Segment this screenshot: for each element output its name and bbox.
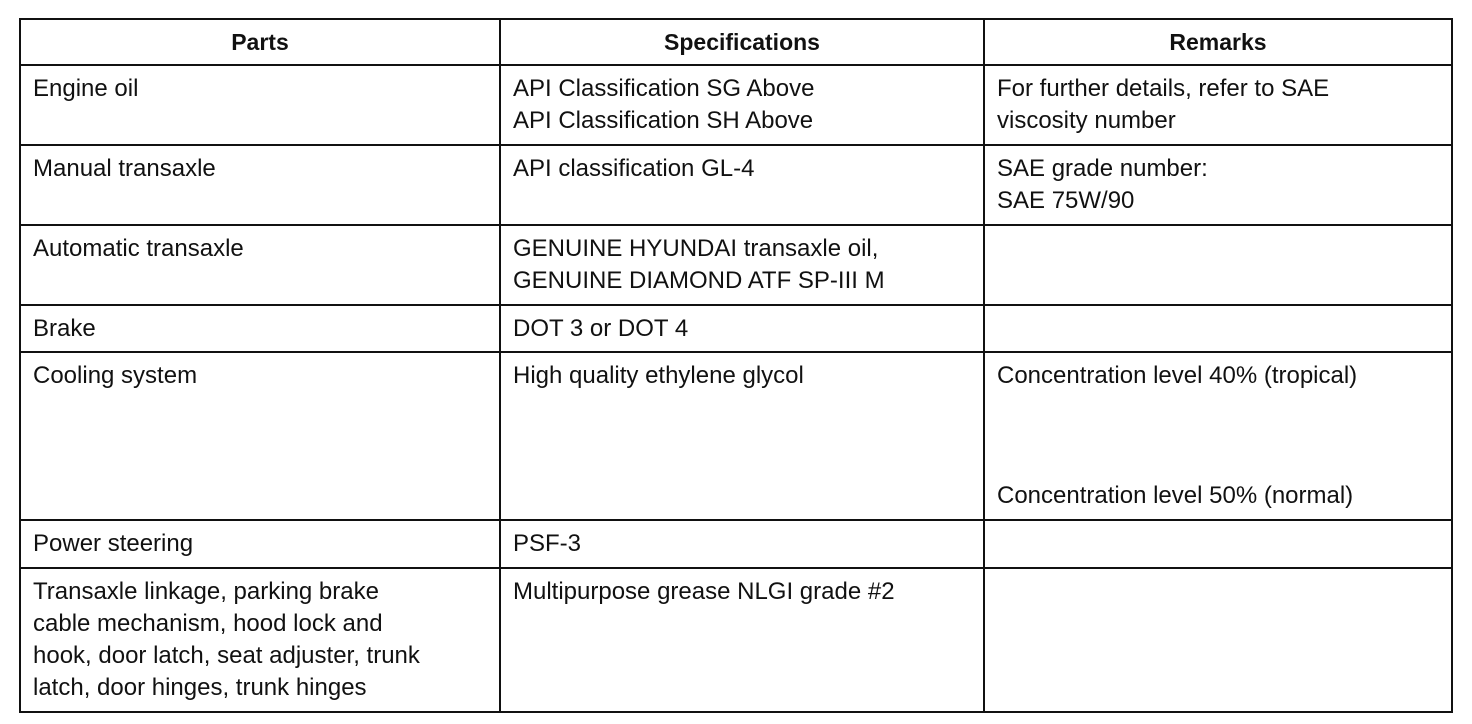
cell-remarks [984,352,1452,520]
table-row-engine-oil [20,65,1452,145]
cell-spec [500,305,984,352]
spec-line: GENUINE HYUNDAI transaxle oil, [513,235,879,262]
cell-part [20,225,500,305]
remark-line: Concentration level 50% (normal) [997,482,1354,509]
cell-spec [500,145,984,225]
cell-remarks [984,520,1452,568]
spec-line: Multipurpose grease NLGI grade #2 [513,578,895,605]
part-line: Engine oil [33,75,139,102]
header-parts: Parts [20,19,500,65]
cell-part [20,520,500,568]
cell-spec [500,65,984,145]
part-line: latch, door hinges, trunk hinges [33,674,367,701]
cell-remarks [984,305,1452,352]
table-row-grease-points [20,568,1452,712]
part-line: hook, door latch, seat adjuster, trunk [33,642,420,669]
remark-line: SAE grade number: [997,155,1208,182]
header-remarks: Remarks [984,19,1452,65]
lubricant-spec-table [19,18,1453,713]
part-line: Brake [33,315,96,342]
cell-part [20,65,500,145]
part-line: Cooling system [33,362,198,389]
table-row-brake [20,305,1452,352]
spec-line: API Classification SG Above [513,75,815,102]
spec-line: PSF-3 [513,530,582,557]
spec-line: API classification GL-4 [513,155,755,182]
spec-line: High quality ethylene glycol [513,362,804,389]
remark-line: Concentration level 40% (tropical) [997,362,1358,389]
cell-part [20,568,500,712]
spec-line: DOT 3 or DOT 4 [513,315,689,342]
part-line: Automatic transaxle [33,235,244,262]
cell-spec [500,520,984,568]
table-row-cooling-system [20,352,1452,520]
cell-spec [500,225,984,305]
table-header-row [20,19,1452,65]
part-line: cable mechanism, hood lock and [33,610,383,637]
cell-remarks [984,225,1452,305]
remark-line: SAE 75W/90 [997,187,1135,214]
remark-line: viscosity number [997,107,1176,134]
cell-spec [500,352,984,520]
cell-remarks [984,145,1452,225]
cell-part [20,305,500,352]
cell-remarks [984,65,1452,145]
table-row-manual-transaxle [20,145,1452,225]
part-line: Transaxle linkage, parking brake [33,578,379,605]
cell-part [20,145,500,225]
cell-spec [500,568,984,712]
part-line: Manual transaxle [33,155,216,182]
header-specifications: Specifications [500,19,984,65]
table-row-automatic-transaxle [20,225,1452,305]
spec-line: API Classification SH Above [513,107,814,134]
spec-line: GENUINE DIAMOND ATF SP-III M [513,267,885,294]
cell-remarks [984,568,1452,712]
cell-part [20,352,500,520]
remark-line: For further details, refer to SAE [997,75,1330,102]
table-row-power-steering [20,520,1452,568]
part-line: Power steering [33,530,194,557]
